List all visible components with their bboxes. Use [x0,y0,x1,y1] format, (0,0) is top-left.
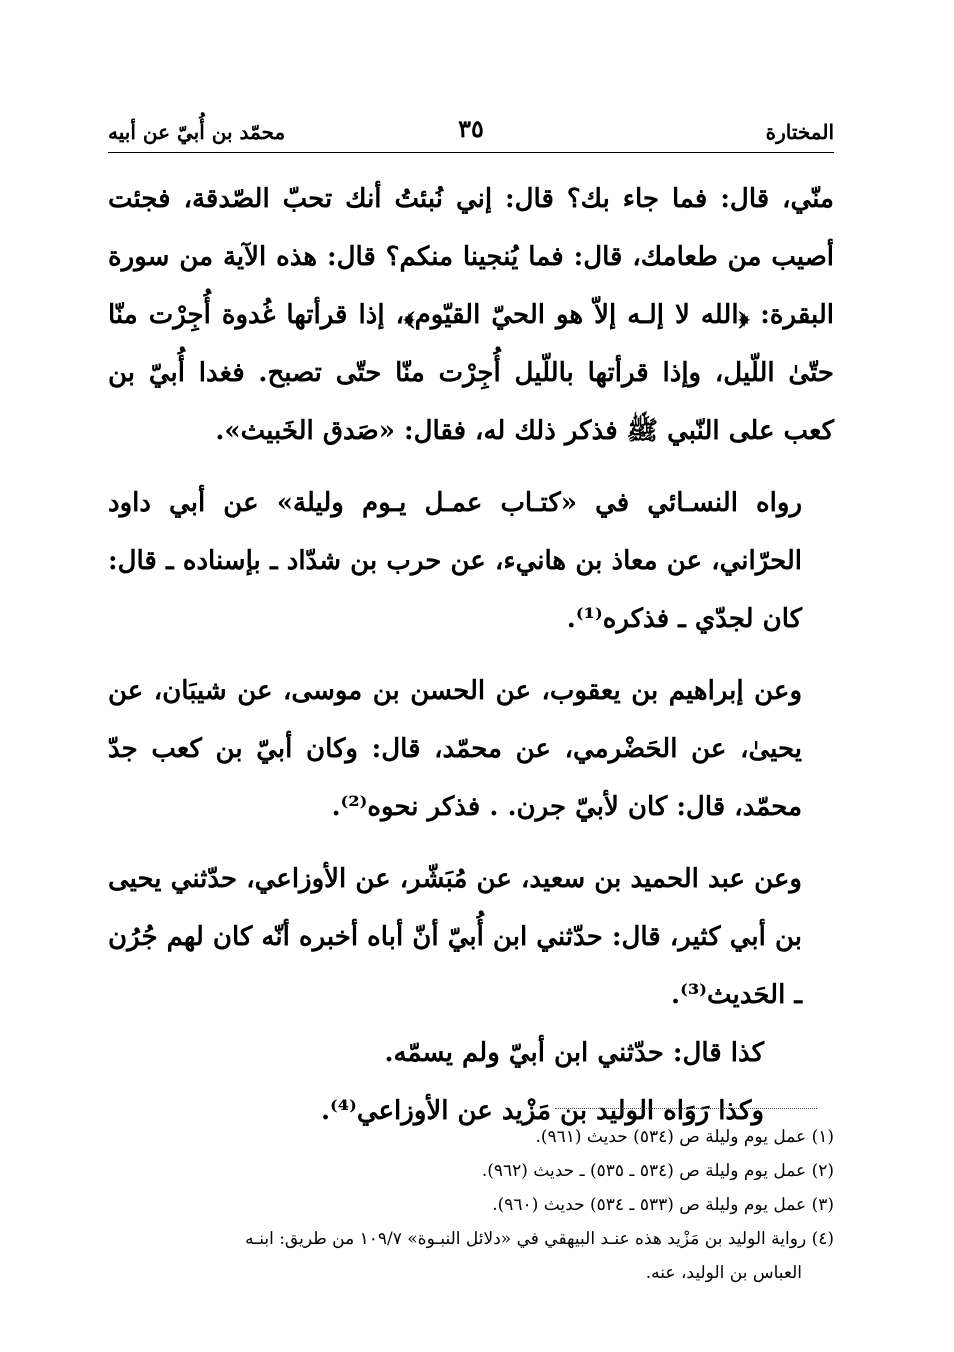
footnote-divider [555,1108,817,1109]
footnote-2: (٢) عمل يوم وليلة ص (٥٣٤ ـ ٥٣٥) ـ حديث (٩٦٢). [481,1161,834,1181]
paragraph-nasai: رواه النسـائي في «كتـاب عمـل يـوم وليلة» عن أبي داود الحرّاني، عن معاذ بن هانيء، عن حرب بن شدّاد ـ بإسناده ـ قال: كان لجدّي ـ فذكره⁽¹⁾. [108,488,802,634]
footnote-4-continued: العباس بن الوليد، عنه. [645,1263,802,1283]
header-divider [108,152,834,153]
footnote-1: (١) عمل يوم وليلة ص (٥٣٤) حديث (٩٦١). [535,1127,834,1147]
paragraph-abdulhamid: وعن عبد الحميد بن سعيد، عن مُبَشّر، عن الأوزاعي، حدّثني يحيى بن أبي كثير، قال: حدّثني ابن أُبيّ أنّ أباه أخبره أنّه كان لهم جُرُن ـ الحَديث⁽³⁾. [108,864,802,1010]
footnote-4: (٤) رواية الوليد بن مَزْيد هذه عنـد البيهقي في «دلائل النبـوة» ١٠٩/٧ من طريق: ابنـه [245,1229,834,1249]
section-title: محمّد بن أُبيّ عن أبيه [108,120,286,144]
footnotes [108,1120,834,1290]
paragraph-kadha-qal: كذا قال: حدّثني ابن أبيّ ولم يسمّه. [384,1038,764,1068]
page-header [108,108,834,150]
footnote-3: (٣) عمل يوم وليلة ص (٥٣٣ ـ ٥٣٤) حديث (٩٦٠). [492,1195,834,1215]
paragraph-hadith: منّي، قال: فما جاء بك؟ قال: إني نُبئتُ أنك تحبّ الصّدقة، فجئت أصيب من طعامك، قال: فما يُنجينا منكم؟ قال: هذه الآية من سورة البقرة: ﴿الله لا إلـه إلاّ هو الحيّ القيّوم﴾، إذا قرأتها غُدوة أُجِرْت منّا حتّىٰ اللّيل، وإذا قرأتها باللّيل أُجِرْت منّا حتّى تصبح. فغدا أُبيّ بن كعب على النّبي ﷺ فذكر ذلك له، فقال: «صَدق الخَبيث». [108,184,834,446]
paragraph-walid: وكذا رَوَاه الوليد بن مَزْيد عن الأوزاعي⁽⁴⁾. [320,1096,764,1126]
page-number: ٣٥ [458,114,484,143]
book-title: المختارة [765,120,834,144]
main-text [108,170,834,1140]
paragraph-ibrahim: وعن إبراهيم بن يعقوب، عن الحسن بن موسى، عن شيبَان، عن يحيىٰ، عن الحَضْرمي، عن محمّد، قال: وكان أبيّ بن كعب جدّ محمّد، قال: كان لأبيّ جرن. . فذكر نحوه⁽²⁾. [108,676,802,822]
